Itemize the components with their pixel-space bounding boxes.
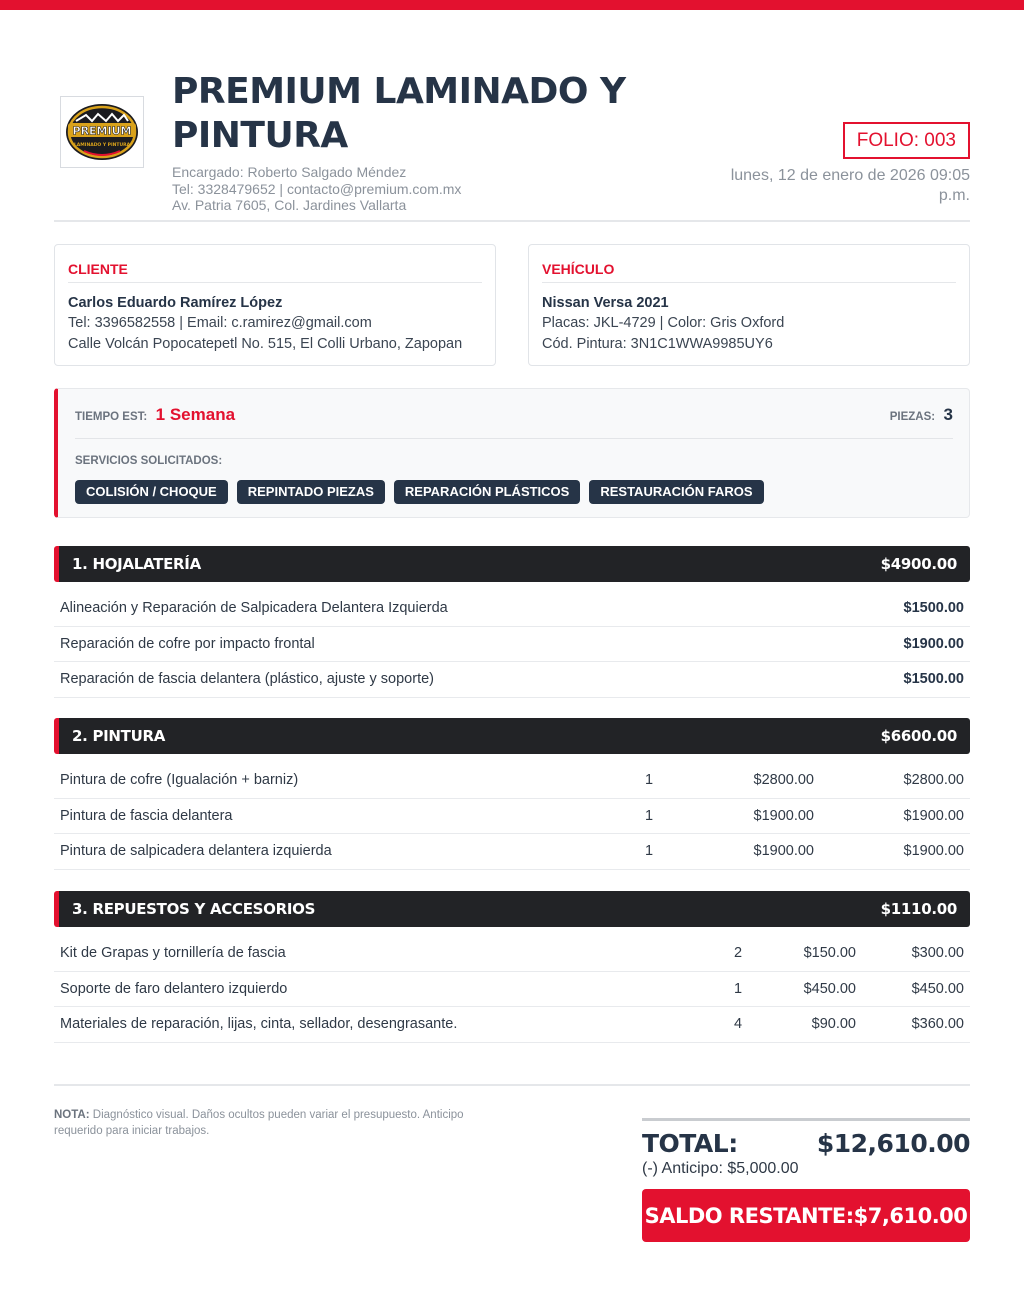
vehicle-heading: VEHÍCULO: [542, 260, 956, 283]
row-description: Reparación de fascia delantera (plástico, ajuste y soporte): [60, 671, 434, 688]
client-name: Carlos Eduardo Ramírez López: [68, 295, 283, 311]
section-header-pintura: [54, 718, 970, 754]
row-total: $360.00: [911, 1016, 964, 1033]
row-description: Alineación y Reparación de Salpicadera Delantera Izquierda: [60, 600, 448, 617]
service-chip: COLISIÓN / CHOQUE: [75, 480, 228, 504]
table-row: [54, 662, 970, 698]
footer-divider: [54, 1084, 970, 1086]
client-heading: CLIENTE: [68, 260, 482, 283]
row-description: Kit de Grapas y tornillería de fascia: [60, 945, 286, 962]
table-row: [54, 936, 970, 972]
brand-block: [172, 70, 692, 214]
company-name-line2: PINTURA: [172, 115, 348, 156]
row-unit-price: $90.00: [811, 1016, 856, 1033]
top-accent-bar: [0, 0, 1024, 10]
table-row: [54, 834, 970, 870]
table-row: [54, 591, 970, 627]
row-unit-price: $1900.00: [753, 807, 814, 824]
row-unit-price: $1900.00: [753, 843, 814, 860]
saldo-restante-banner: SALDO RESTANTE:$7,610.00: [642, 1189, 970, 1242]
table-row: [54, 627, 970, 663]
vehicle-model: Nissan Versa 2021: [542, 295, 669, 311]
table-row: [54, 799, 970, 835]
section-title: 2. PINTURA: [72, 727, 166, 745]
address-line: Av. Patria 7605, Col. Jardines Vallarta: [172, 197, 407, 213]
tiempo-value: 1 Semana: [155, 405, 236, 424]
row-total: $1900.00: [903, 807, 964, 824]
note-label: NOTA:: [54, 1109, 90, 1121]
section-header-hojalateria: [54, 546, 970, 582]
piezas-label: PIEZAS:: [889, 411, 936, 423]
row-description: Soporte de faro delantero izquierdo: [60, 980, 288, 997]
total-value: $12,610.00: [816, 1129, 970, 1158]
row-unit-price: $150.00: [803, 945, 856, 962]
vehicle-plates: Placas: JKL-4729 | Color: Gris Oxford: [542, 315, 785, 331]
row-total: $1900.00: [903, 635, 964, 652]
anticipo-line: (-) Anticipo: $5,000.00: [642, 1160, 799, 1177]
row-total: $1500.00: [903, 671, 964, 688]
row-quantity: 1: [644, 772, 654, 789]
table-row: [54, 1007, 970, 1043]
service-chips: [75, 480, 953, 504]
row-unit-price: $450.00: [803, 980, 856, 997]
row-description: Pintura de fascia delantera: [60, 807, 233, 824]
folio-badge: FOLIO: 003: [843, 122, 970, 159]
row-quantity: 1: [644, 807, 654, 824]
row-total: $1900.00: [903, 843, 964, 860]
vehicle-card: [528, 244, 970, 366]
row-total: $2800.00: [903, 772, 964, 789]
client-contact: Tel: 3396582558 | Email: c.ramirez@gmail.com: [68, 315, 372, 331]
row-description: Pintura de cofre (Igualación + barniz): [60, 772, 299, 789]
logo-emblem-icon: [62, 99, 142, 165]
grand-total-row: [642, 1129, 970, 1158]
row-total: $1500.00: [903, 600, 964, 617]
total-label: TOTAL:: [642, 1129, 738, 1158]
section-total: $1110.00: [880, 900, 957, 918]
section-title: 1. HOJALATERÍA: [72, 555, 201, 573]
section-rows-repuestos: [54, 936, 970, 1043]
row-description: Pintura de salpicadera delantera izquierda: [60, 843, 332, 860]
section-rows-hojalateria: [54, 591, 970, 698]
row-quantity: 1: [733, 980, 743, 997]
section-total: $6600.00: [880, 727, 957, 745]
row-total: $450.00: [911, 980, 964, 997]
row-description: Materiales de reparación, lijas, cinta, sellador, desengrasante.: [60, 1016, 458, 1033]
table-row: [54, 972, 970, 1008]
row-quantity: 4: [733, 1016, 743, 1033]
section-header-repuestos: [54, 891, 970, 927]
document-date: lunes, 12 de enero de 2026 09:05 p.m.: [730, 167, 970, 204]
service-chip: REPINTADO PIEZAS: [237, 480, 385, 504]
row-description: Reparación de cofre por impacto frontal: [60, 635, 315, 652]
note-text: Diagnóstico visual. Daños ocultos pueden variar el presupuesto. Anticipo requerido para iniciar trabajos.: [54, 1109, 464, 1137]
manager-line: Encargado: Roberto Salgado Méndez: [172, 164, 407, 180]
service-chip: REPARACIÓN PLÁSTICOS: [394, 480, 580, 504]
row-unit-price: $2800.00: [753, 772, 814, 789]
footer-note: [54, 1108, 504, 1139]
logo-subtext: LAMINADO Y PINTURA: [73, 143, 131, 148]
logo-text: PREMIUM: [72, 124, 132, 138]
servicios-label: SERVICIOS SOLICITADOS:: [75, 455, 223, 467]
section-total: $4900.00: [880, 555, 957, 573]
section-title: 3. REPUESTOS Y ACCESORIOS: [72, 900, 316, 918]
section-rows-pintura: [54, 763, 970, 870]
row-total: $300.00: [911, 945, 964, 962]
company-logo: [60, 96, 144, 168]
row-quantity: 2: [733, 945, 743, 962]
service-chip: RESTAURACIÓN FAROS: [589, 480, 763, 504]
table-row: [54, 763, 970, 799]
estimate-row: [75, 405, 953, 439]
client-address: Calle Volcán Popocatepetl No. 515, El Colli Urbano, Zapopan: [68, 336, 463, 352]
tiempo-label: TIEMPO EST:: [75, 411, 148, 423]
client-card: [54, 244, 496, 366]
row-quantity: 1: [644, 843, 654, 860]
company-name-line1: PREMIUM LAMINADO Y: [172, 71, 626, 112]
contact-line: Tel: 3328479652 | contacto@premium.com.mx: [172, 180, 462, 197]
service-info-box: [54, 388, 970, 518]
document-header: [54, 66, 970, 222]
totals-block: [642, 1118, 970, 1178]
vehicle-paint-code: Cód. Pintura: 3N1C1WWA9985UY6: [542, 336, 773, 352]
piezas-value: 3: [943, 405, 953, 424]
